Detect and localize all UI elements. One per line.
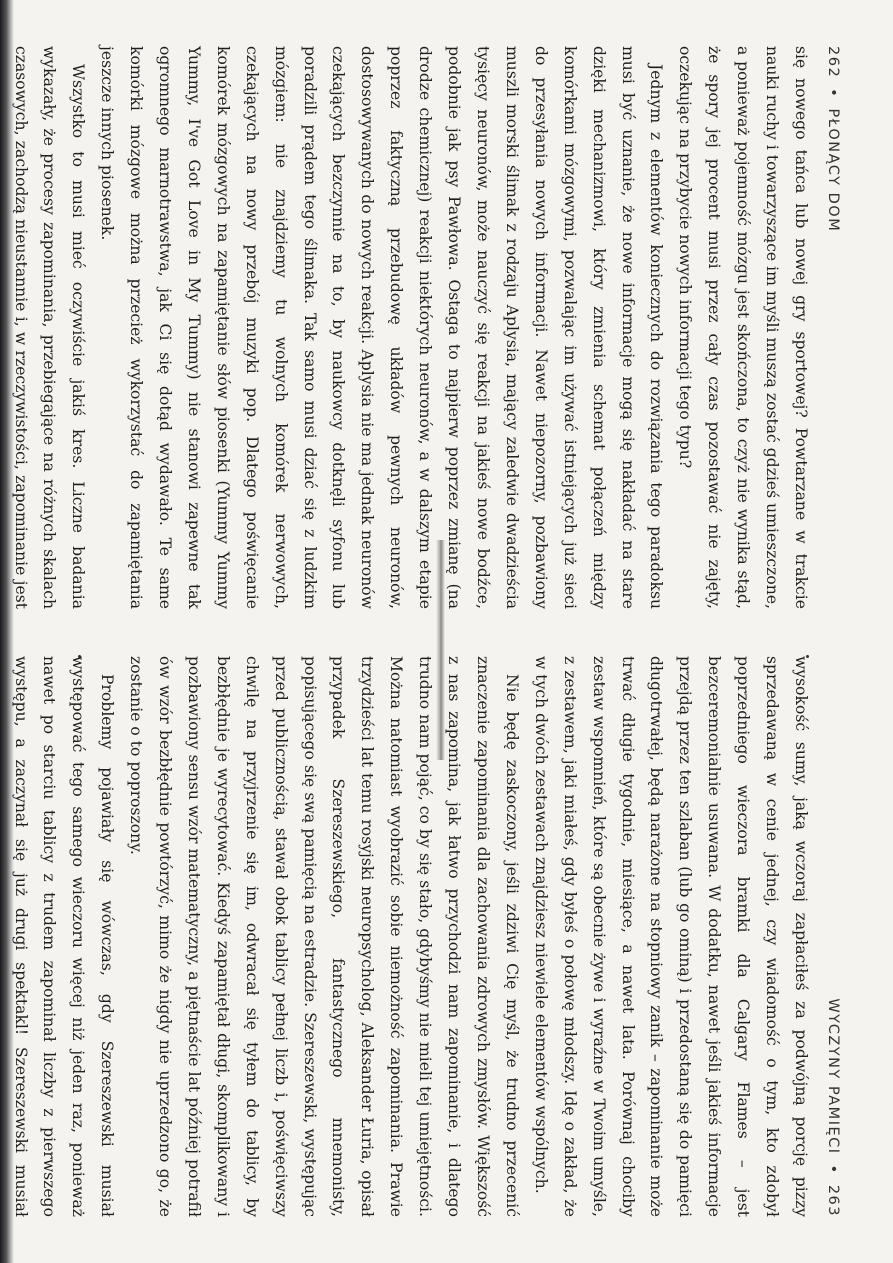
section-title: WYCZYNY PAMIĘCI: [825, 998, 841, 1155]
paragraph: Wszystko to musi mieć oczywiście jakiś kres. Liczne badania wykazały, że procesy zapominania, przebiegające na różnych skalach czasowych, zachodzą nieustannie i, w rzeczywistości, zapominanie jest: [11, 46, 88, 609]
running-head-right: [815, 656, 841, 1217]
head-separator: •: [825, 1164, 841, 1175]
page-number: 263: [825, 1184, 841, 1217]
body-text-left: [0, 46, 815, 609]
chapter-title: PŁONĄCY DOM: [825, 108, 841, 233]
page-number: 262: [825, 46, 841, 79]
head-separator: •: [825, 88, 841, 99]
paragraph: Problemy pojawiały się wówczas, gdy Szereszewski musiał występować tego samego wieczoru więcej niż jeden raz, ponieważ nawet po starciu tablicy z trudem zapominał liczby z pierwszego występu, a zaczynał się już drugi spektakl! Szereszewski musiał: [11, 656, 117, 1217]
paragraph: Nie będę zaskoczony, jeśli zdziwi Cię myśl, że trudno przecenić znaczenie zapominania dla zachowania zdrowych zmysłów. Większość z nas zapomina, jak łatwo przychodzi nam zapominanie, i dlatego trudno nam pojąć, co by się stało, gdybyśmy nie mieli tej umiejętności. Można natomiast wyobrazić sobie niemożność zapominania. Prawie trzydzieści lat temu rosyjski neuropsycholog, Aleksander Łuria, opisał przypadek Szereszewskiego, fantastycznego mnemonisty, popisującego się swą pamięcią na estradzie. Szereszewski, występując przed publicznością, stawał obok tablicy pełnej liczb i, poświęciwszy chwilę na przyjrzenie się im, odwracał się tyłem do tablicy, by bezbłędnie je wyrecytować. Kiedyś zapamiętał długi, skomplikowany i pozbawiony sensu wzór matematyczny, a piętnaście lat później potrafił ów wzór bezbłędnie powtórzyć, mimo że nigdy nie uprzedzono go, że zostanie o to poproszony.: [127, 656, 521, 1217]
paragraph: Jednym z elementów koniecznych do rozwiązania tego paradoksu musi być uznanie, że nowe informacje mogą się nakładać na stare dzięki mechanizmowi, który zmienia schemat połączeń między komórkami mózgowymi, pozwalając im używać istniejących już sieci do przesyłania nowych informacji. Nawet niepozorny, pozbawiony muszli morski ślimak z rodzaju Aplysia, mający zaledwie dwadzieścia tysięcy neuronów, może nauczyć się reakcji na jakieś nowe bodźce, podobnie jak psy Pawłowa. Ostaga to najpierw poprzez zmianę (na drodze chemicznej) reakcji niektórych neuronów, a w dalszym etapie poprzez faktyczną przebudowę układów pewnych neuronów, dostosowywanych do nowych reakcji. Aplysia nie ma jednak neuronów czekających bezczynnie na to, by naukowcy dotknęli syfonu lub poradzili prądem tego ślimaka. Tak samo musi dziać się z ludzkim mózgiem: nie znajdziemy tu wolnych komórek nerwowych, czekających na nowy przebój muzyki pop. Dlatego poświęcanie komórek mózgowych na zapamiętanie słów piosenki (Yummy Yummy Yummy, I've Got Love in My Tummy) nie stanowi zapewne tak ogromnego marnotrawstwa, jak Ci się dotąd wydawało. Te same komórki mózgowe można przecież wykorzystać do zapamiętania jeszcze innych piosenek.: [98, 46, 666, 609]
right-page: [0, 632, 893, 1263]
left-page: [0, 0, 893, 631]
body-text-right: [0, 656, 815, 1217]
paragraph: się nowego tańca lub nowej gry sportowej? Powtarzane w trakcie nauki ruchy i towarzyszące im myśli muszą zostać gdzieś umieszczone, a ponieważ pojemność mózgu jest skończona, to czyż nie wynika stąd, że spory jej procent musi przez cały czas pozostawać nie zajęty, oczekując na przybycie nowych informacji tego typu?: [676, 46, 810, 609]
running-head-left: [815, 46, 841, 609]
paragraph: wysokość sumy, jaką wczoraj zapłaciłeś za podwójną porcję pizzy sprzedawaną w cenie jednej, czy wiadomość o tym, kto zdobył poprzedniego wieczora bramki dla Calgary Flames – jest bezceremonialnie usuwana. W dodatku, nawet jeśli jakieś informacje przejdą przez ten szlaban (lub go ominą) i przedostaną się do pamięci długotrwałej, będą narażone na stopniowy zanik – zapominanie może trwać długie tygodnie, miesiące, a nawet lata. Porównaj chociby zestaw wspomnień, które są obecnie żywe i wyraźne w Twoim umyśle, z zestawem, jaki miałeś, gdy byłeś o połowę młodszy. Idę o zakład, że w tych dwóch zestawach znajdziesz niewiele elementów wspólnych.: [531, 656, 810, 1217]
